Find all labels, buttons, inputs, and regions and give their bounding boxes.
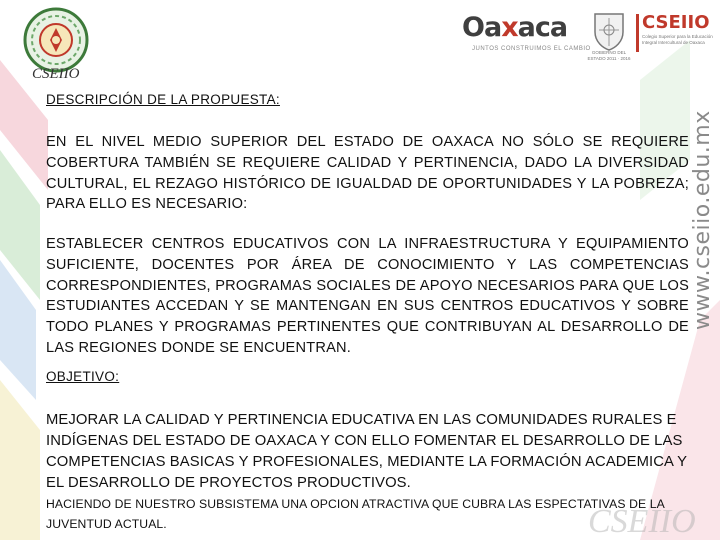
oaxaca-tagline: JUNTOS CONSTRUIMOS EL CAMBIO	[472, 46, 591, 52]
cseiio-wordmark: CSEIIO	[642, 12, 710, 33]
cseiio-logo	[632, 12, 718, 52]
paragraph-3: MEJORAR LA CALIDAD Y PERTINENCIA EDUCATIVA EN LAS COMUNIDADES RURALES E INDÍGENAS DEL ESTADO DE OAXACA Y CON ELLO FOMENTAR EL DESARROLLO DE LAS COMPETENCIAS BASICAS Y PROFESIONALES, MEDIANTE LA FORMACIÓN ACADEMICA Y EL DESARROLLO DE PROYECTOS PRODUCTIVOS.	[46, 412, 687, 491]
yellow-chevron	[0, 380, 40, 540]
cseiio-emblem-icon	[22, 6, 90, 74]
website-url: www.cseiio.edu.mx	[690, 110, 715, 330]
cseiio-subtitle: Colegio Superior para la Educación Integral Intercultural de Oaxaca	[642, 34, 713, 45]
paragraph-2: ESTABLECER CENTROS EDUCATIVOS CON LA INFRAESTRUCTURA Y EQUIPAMIENTO SUFICIENTE, DOCENTES POR ÁREA DE CONOCIMIENTO Y LAS COMPETENCIAS CORRESPONDIENTES, PROGRAMAS SOCIALES DE APOYO NECESARIOS PARA QUE LOS ESTUDIANTES ACCEDAN Y SE MANTENGAN EN SUS CENTROS EDUCATIVOS Y SOBRE TODO PLANES Y PROGRAMAS PERTINENTES QUE CONTRIBUYAN AL DESARROLLO DE LAS REGIONES DONDE SE ENCUENTRAN.	[46, 236, 689, 356]
paragraph-1: EN EL NIVEL MEDIO SUPERIOR DEL ESTADO DE OAXACA NO SÓLO SE REQUIERE COBERTURA TAMBIÉN SE REQUIERE CALIDAD Y PERTINENCIA, DADO LA DIVERSIDAD CULTURAL, EL REZAGO HISTÓRICO DE IGUALDAD DE OPORTUNIDADES Y LA POBREZA; PARA ELLO ES NECESARIO:	[46, 134, 689, 213]
proposal-heading: DESCRIPCIÓN DE LA PROPUESTA:	[46, 92, 280, 107]
emblem-caption: CSEIIO	[32, 66, 80, 82]
cseiio-logo-bar	[636, 14, 639, 52]
paragraph-4: HACIENDO DE NUESTRO SUBSISTEMA UNA OPCION ATRACTIVA QUE CUBRA LAS ESPECTATIVAS DE LA JUVENTUD ACTUAL.	[46, 497, 665, 531]
watermark: CSEIIO	[588, 503, 696, 540]
objective-heading: OBJETIVO:	[46, 369, 120, 384]
oaxaca-logo	[462, 12, 591, 56]
shield-caption: GOBIERNO DEL ESTADO 2011 · 2016	[587, 50, 631, 61]
oaxaca-wordmark: Oaxaca	[462, 12, 568, 43]
